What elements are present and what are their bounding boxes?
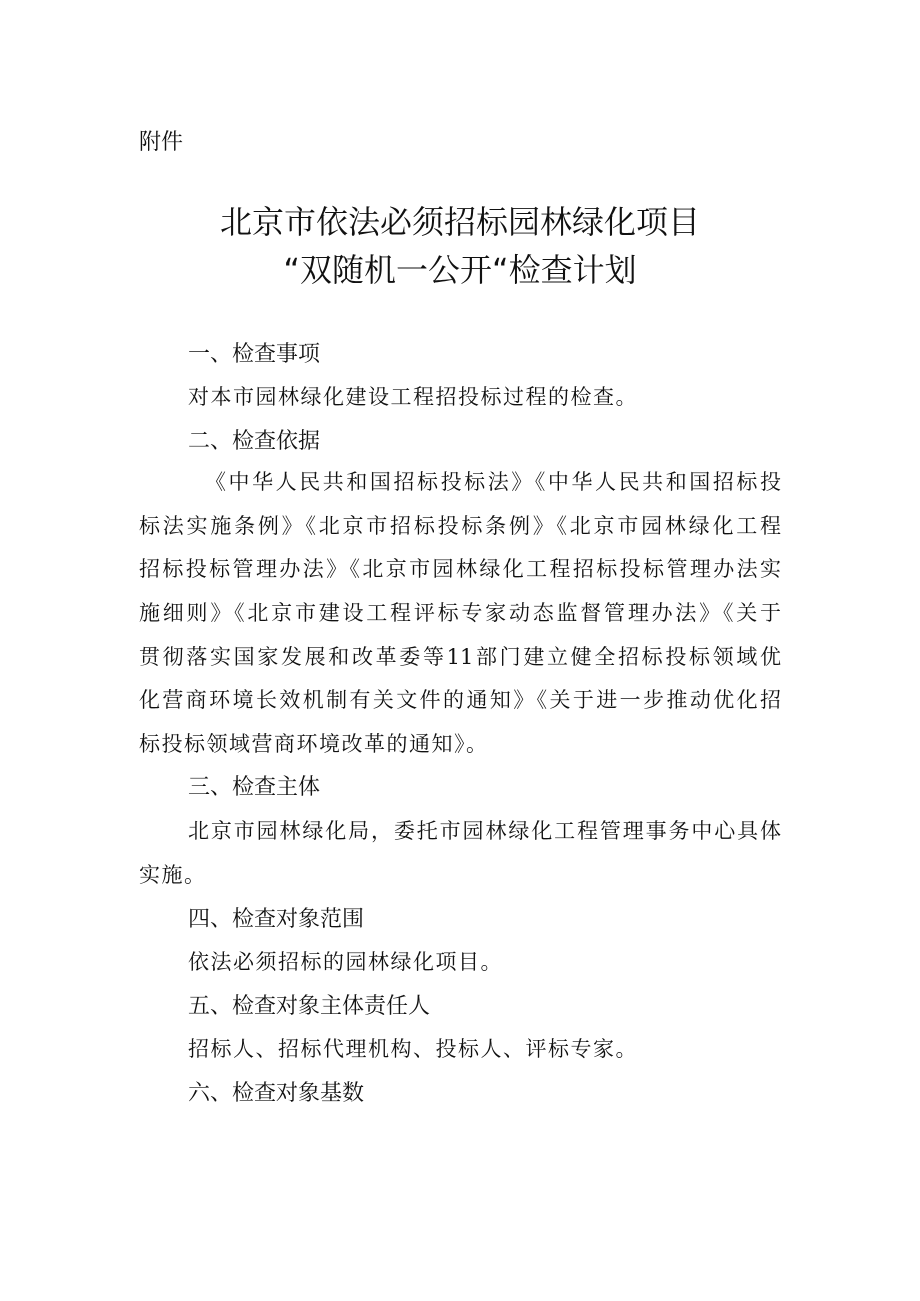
section-body-line: 北京市园林绿化局，委托市园林绿化工程管理事务中心具体 <box>188 819 781 843</box>
section-heading-object-base-count: 六、检查对象基数 <box>188 1081 365 1106</box>
section-body-line: 实施。 <box>139 863 207 887</box>
section-heading-inspection-scope: 四、检查对象范围 <box>188 907 365 932</box>
section-body-line: 对本市园林绿化建设工程招投标过程的检查。 <box>188 385 638 409</box>
section-body-line: 《中华人民共和国招标投标法》《中华人民共和国招标投 <box>205 470 781 494</box>
document-title-line-1: 北京市依法必须招标园林绿化项目 <box>219 203 700 241</box>
section-body-line: 依法必须招标的园林绿化项目。 <box>188 950 503 974</box>
section-body-line: 贯彻落实国家发展和改革委等11部门建立健全招标投标领域优 <box>139 645 781 669</box>
section-body-line: 标法实施条例》《北京市招标投标条例》《北京市园林绿化工程 <box>139 514 781 538</box>
section-body-line: 招标投标管理办法》《北京市园林绿化工程招标投标管理办法实 <box>139 557 781 581</box>
section-body-line: 化营商环境长效机制有关文件的通知》《关于进一步推动优化招 <box>139 688 781 712</box>
section-heading-responsible-parties: 五、检查对象主体责任人 <box>188 994 431 1019</box>
attachment-label: 附件 <box>139 130 184 155</box>
section-body-line: 施细则》《北京市建设工程评标专家动态监督管理办法》《关于 <box>139 601 781 625</box>
section-body-line: 标投标领域营商环境改革的通知》。 <box>139 732 489 756</box>
section-body-line: 招标人、招标代理机构、投标人、评标专家。 <box>188 1037 638 1061</box>
section-heading-inspection-basis: 二、检查依据 <box>188 429 321 454</box>
section-heading-inspection-items: 一、检查事项 <box>188 342 321 367</box>
section-heading-inspection-subject: 三、检查主体 <box>188 775 321 800</box>
document-title-line-2: “双随机一公开“检查计划 <box>283 251 637 289</box>
